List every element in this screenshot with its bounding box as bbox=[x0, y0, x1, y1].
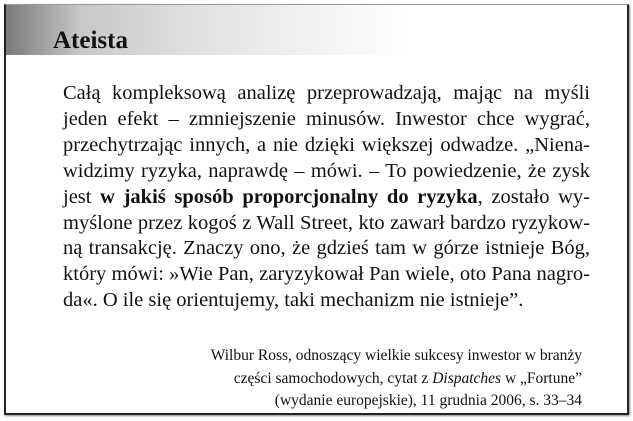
text-span: , zostało wy- bbox=[477, 185, 591, 208]
quote-line bbox=[63, 185, 590, 211]
quote-line: widzimy ryzyka, naprawdę – mówi. – To powiedzenie, że zysk bbox=[63, 159, 590, 182]
quote-line: Całą kompleksową analizę przeprowadzają, mając na myśli bbox=[63, 82, 590, 104]
attribution-line: (wydanie europejskie), 11 grudnia 2006, s. 33–34 bbox=[274, 392, 582, 409]
attribution-line bbox=[211, 368, 582, 391]
quote-line: myślone przez kogoś z Wall Street, kto zawarł bardzo ryzykow- bbox=[63, 211, 590, 234]
publication-title: Dispatches bbox=[432, 369, 502, 387]
bold-phrase: w jakiś sposób proporcjonalny do ryzyka bbox=[100, 185, 478, 208]
attribution bbox=[211, 345, 582, 413]
box-title: Ateista bbox=[53, 27, 128, 54]
quote-box bbox=[4, 4, 629, 415]
quote-line: jeden efekt – zmniejszenie minusów. Inwestor chce wygrać, bbox=[63, 107, 590, 130]
text-span: jest bbox=[63, 185, 101, 208]
text-span: w „Fortune” bbox=[501, 369, 582, 387]
attribution-line: Wilbur Ross, odnoszący wielkie sukcesy inwestor w branży bbox=[210, 347, 582, 364]
quote-line: przechytrzając innych, a nie dzięki większej odwadze. „Niena- bbox=[63, 133, 590, 156]
quote-line: ną transakcję. Znaczy ono, że gdzieś tam w górze istnieje Bóg, bbox=[63, 237, 590, 260]
quote-text bbox=[63, 81, 590, 314]
quote-line: da«. O ile się orientujemy, taki mechanizm nie istnieje”. bbox=[63, 289, 524, 312]
quote-line: który mówi: »Wie Pan, zaryzykował Pan wiele, oto Pana nagro- bbox=[63, 263, 590, 286]
text-span: części samochodowych, cytat z bbox=[233, 369, 433, 387]
